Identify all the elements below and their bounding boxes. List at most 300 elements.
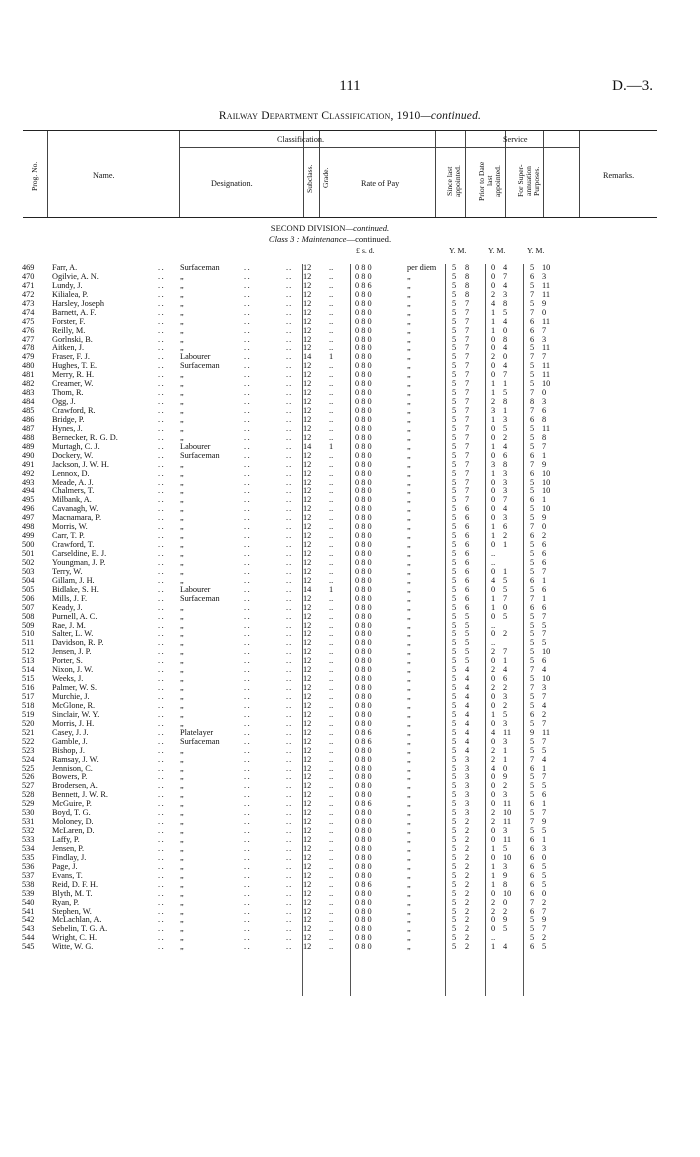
row-name: Wright, C. H.: [52, 933, 98, 943]
row-per-diem: „: [407, 799, 411, 809]
since-years: 5: [452, 271, 457, 281]
since-years: 5: [452, 477, 457, 487]
row-designation: „: [180, 629, 184, 639]
prior-months: 5: [503, 388, 508, 398]
row-name: Ramsay, J. W.: [52, 754, 99, 764]
row-grade: 1: [329, 441, 334, 451]
header-designation: Designation.: [211, 179, 253, 188]
row-subclass: 12: [303, 316, 312, 326]
row-subclass: 12: [303, 549, 312, 558]
leader-dots: ..: [286, 388, 293, 398]
row-grade: ..: [329, 566, 334, 576]
super-months: 0: [542, 307, 547, 317]
row-name: Murchie, J.: [52, 692, 90, 701]
prior-years: 4: [491, 727, 496, 737]
row-pay: 0 8 0: [355, 531, 372, 541]
row-number: 490: [22, 450, 35, 460]
table-row: [0, 273, 700, 282]
prior-years: 0: [491, 826, 496, 836]
row-number: 472: [22, 289, 35, 299]
since-years: 5: [452, 557, 457, 567]
prior-years: 2: [491, 906, 496, 916]
leader-dots: ..: [286, 888, 293, 898]
row-name: Crawford, R.: [52, 406, 96, 415]
leader-dots: ..: [286, 522, 293, 532]
prior-months: 0: [503, 602, 508, 612]
row-grade: ..: [329, 772, 334, 782]
prior-years: 0: [491, 781, 496, 791]
since-months: 5: [465, 638, 470, 648]
row-subclass: 12: [303, 808, 312, 818]
row-designation: Surfaceman: [180, 593, 220, 603]
prior-months: 4: [503, 441, 508, 451]
leader-dots: ..: [244, 674, 252, 684]
super-years: 7: [530, 665, 535, 675]
row-per-diem: „: [407, 459, 411, 469]
row-number: 501: [22, 549, 35, 558]
prior-years: 2: [491, 817, 496, 827]
table-row: [0, 622, 700, 631]
leader-dots: ..: [158, 709, 166, 719]
prior-years: 1: [491, 942, 496, 952]
row-pay: 0 8 0: [355, 441, 372, 451]
super-months: 1: [542, 450, 547, 460]
row-per-diem: „: [407, 352, 411, 362]
row-pay: 0 8 0: [355, 361, 372, 371]
row-pay: 0 8 0: [355, 522, 372, 532]
prior-years: 0: [491, 280, 496, 290]
row-per-diem: „: [407, 531, 411, 541]
row-number: 483: [22, 388, 35, 398]
row-pay: 0 8 0: [355, 870, 372, 880]
super-years: 6: [530, 799, 535, 809]
row-name: Cavanagh, W.: [52, 504, 99, 514]
prior-months: 3: [503, 414, 508, 424]
row-per-diem: „: [407, 808, 411, 818]
row-number: 533: [22, 835, 35, 844]
row-pay: 0 8 0: [355, 477, 372, 487]
super-months: 8: [542, 432, 547, 442]
leader-dots: ..: [286, 629, 293, 639]
table-row: [0, 818, 700, 827]
prior-months: 2: [503, 700, 508, 710]
row-number: 482: [22, 379, 35, 389]
since-months: 7: [465, 379, 470, 389]
leader-dots: ..: [244, 495, 252, 505]
row-number: 469: [22, 263, 35, 272]
leader-dots: ..: [158, 468, 166, 478]
super-years: 6: [530, 906, 535, 916]
leader-dots: ..: [244, 888, 252, 898]
row-pay: 0 8 0: [355, 602, 372, 612]
row-grade: ..: [329, 933, 334, 943]
prior-years: 1: [491, 325, 496, 335]
row-number: 529: [22, 799, 35, 809]
row-name: Gillam, J. H.: [52, 575, 95, 585]
row-designation: „: [180, 370, 184, 380]
prior-months: 3: [503, 736, 508, 746]
row-pay: 0 8 0: [355, 656, 372, 666]
row-name: Brodersen, A.: [52, 781, 98, 791]
prior-years: ..: [491, 638, 496, 648]
leader-dots: ..: [286, 423, 293, 433]
row-per-diem: „: [407, 325, 411, 335]
prior-years: 1: [491, 522, 496, 532]
row-designation: „: [180, 620, 184, 630]
prior-years: 0: [491, 799, 496, 809]
row-designation: Labourer: [180, 352, 211, 362]
row-name: Bridge, P.: [52, 414, 85, 424]
row-pay: 0 8 0: [355, 504, 372, 514]
row-number: 542: [22, 915, 35, 925]
row-grade: ..: [329, 843, 334, 853]
since-years: 5: [452, 370, 457, 380]
since-months: 2: [465, 915, 470, 925]
super-months: 1: [542, 575, 547, 585]
super-months: 7: [542, 611, 547, 621]
row-designation: „: [180, 495, 184, 505]
row-designation: „: [180, 852, 184, 862]
prior-years: 1: [491, 379, 496, 389]
row-grade: ..: [329, 316, 334, 326]
leader-dots: ..: [286, 638, 293, 648]
since-years: 5: [452, 700, 457, 710]
row-subclass: 12: [303, 647, 312, 657]
row-designation: „: [180, 432, 184, 442]
since-years: 5: [452, 575, 457, 585]
leader-dots: ..: [286, 700, 293, 710]
row-per-diem: „: [407, 835, 411, 844]
leader-dots: ..: [244, 361, 252, 371]
super-years: 6: [530, 870, 535, 880]
row-subclass: 12: [303, 468, 312, 478]
super-years: 5: [530, 486, 535, 496]
row-grade: ..: [329, 745, 334, 755]
row-designation: „: [180, 843, 184, 853]
table-row: [0, 684, 700, 693]
super-years: 5: [530, 343, 535, 353]
super-years: 5: [530, 477, 535, 487]
super-years: 7: [530, 683, 535, 693]
since-months: 6: [465, 566, 470, 576]
row-per-diem: „: [407, 647, 411, 657]
table-header: [23, 130, 657, 218]
leader-dots: ..: [286, 870, 293, 880]
super-years: 5: [530, 692, 535, 701]
document-code: D.—3.: [612, 78, 653, 94]
super-years: 6: [530, 709, 535, 719]
row-grade: ..: [329, 897, 334, 907]
prior-years: 0: [491, 423, 496, 433]
row-designation: „: [180, 638, 184, 648]
row-per-diem: „: [407, 549, 411, 558]
since-months: 5: [465, 611, 470, 621]
super-years: 5: [530, 611, 535, 621]
row-per-diem: „: [407, 915, 411, 925]
table-row: [0, 309, 700, 318]
super-years: 5: [530, 504, 535, 514]
prior-years: ..: [491, 557, 496, 567]
row-name: Moloney, D.: [52, 817, 94, 827]
leader-dots: ..: [286, 486, 293, 496]
since-years: 5: [452, 414, 457, 424]
row-pay: 0 8 0: [355, 781, 372, 791]
row-per-diem: „: [407, 307, 411, 317]
row-grade: ..: [329, 531, 334, 541]
leader-dots: ..: [286, 459, 293, 469]
since-months: 7: [465, 423, 470, 433]
since-months: 3: [465, 799, 470, 809]
prior-months: 3: [503, 718, 508, 728]
row-designation: „: [180, 924, 184, 934]
since-years: 5: [452, 745, 457, 755]
row-designation: „: [180, 289, 184, 299]
leader-dots: ..: [244, 879, 252, 889]
row-designation: Surfaceman: [180, 736, 220, 746]
row-designation: „: [180, 414, 184, 424]
super-months: 3: [542, 271, 547, 281]
row-grade: ..: [329, 495, 334, 505]
header-name: Name.: [93, 171, 115, 180]
prior-years: 1: [491, 388, 496, 398]
leader-dots: ..: [244, 307, 252, 317]
row-name: Witte, W. G.: [52, 942, 94, 952]
row-number: 506: [22, 593, 35, 603]
since-years: 5: [452, 602, 457, 612]
row-name: Davidson, R. P.: [52, 638, 104, 648]
row-number: 516: [22, 683, 35, 693]
prior-years: 0: [491, 450, 496, 460]
leader-dots: ..: [244, 325, 252, 335]
prior-months: 2: [503, 432, 508, 442]
super-years: 5: [530, 700, 535, 710]
row-pay: 0 8 0: [355, 325, 372, 335]
row-designation: „: [180, 870, 184, 880]
table-row: [0, 604, 700, 613]
super-months: 11: [542, 370, 550, 380]
super-months: 7: [542, 325, 547, 335]
row-designation: Labourer: [180, 441, 211, 451]
prior-months: 8: [503, 334, 508, 344]
leader-dots: ..: [286, 924, 293, 934]
prior-years: 0: [491, 888, 496, 898]
row-pay: 0 8 6: [355, 280, 372, 290]
since-years: 5: [452, 406, 457, 415]
super-years: 5: [530, 441, 535, 451]
prior-years: 0: [491, 772, 496, 782]
table-row: [0, 899, 700, 908]
row-grade: ..: [329, 861, 334, 871]
leader-dots: ..: [286, 513, 293, 523]
prior-months: 4: [503, 361, 508, 371]
prior-months: 11: [503, 799, 511, 809]
leader-dots: ..: [158, 531, 166, 541]
leader-dots: ..: [244, 477, 252, 487]
prior-years: 0: [491, 263, 496, 272]
leader-dots: ..: [158, 289, 166, 299]
row-designation: „: [180, 549, 184, 558]
table-row: [0, 496, 700, 505]
row-pay: 0 8 0: [355, 495, 372, 505]
table-row: [0, 282, 700, 291]
leader-dots: ..: [158, 611, 166, 621]
row-designation: Platelayer: [180, 727, 214, 737]
since-years: 5: [452, 432, 457, 442]
row-name: Creamer, W.: [52, 379, 94, 389]
row-subclass: 12: [303, 683, 312, 693]
prior-years: 2: [491, 665, 496, 675]
leader-dots: ..: [244, 352, 252, 362]
row-name: Dockery, W.: [52, 450, 94, 460]
since-months: 2: [465, 942, 470, 952]
leader-dots: ..: [286, 852, 293, 862]
table-row: [0, 291, 700, 300]
row-pay: 0 8 0: [355, 540, 372, 550]
since-years: 5: [452, 638, 457, 648]
row-subclass: 12: [303, 602, 312, 612]
super-years: 5: [530, 370, 535, 380]
prior-months: 10: [503, 808, 512, 818]
row-subclass: 12: [303, 870, 312, 880]
section-heading: [180, 223, 480, 245]
super-months: 3: [542, 397, 547, 407]
row-grade: ..: [329, 423, 334, 433]
prior-months: 11: [503, 817, 511, 827]
since-months: 3: [465, 790, 470, 800]
row-designation: „: [180, 388, 184, 398]
prior-months: 9: [503, 915, 508, 925]
row-designation: „: [180, 406, 184, 415]
super-years: 7: [530, 289, 535, 299]
header-for-super: For Super- annuation Purposes.: [516, 164, 541, 198]
super-months: 5: [542, 942, 547, 952]
super-years: 5: [530, 674, 535, 684]
since-years: 5: [452, 549, 457, 558]
leader-dots: ..: [286, 879, 293, 889]
row-grade: ..: [329, 665, 334, 675]
super-months: 6: [542, 557, 547, 567]
row-subclass: 12: [303, 915, 312, 925]
row-grade: ..: [329, 629, 334, 639]
table-row: [0, 327, 700, 336]
row-per-diem: „: [407, 566, 411, 576]
row-designation: „: [180, 298, 184, 308]
leader-dots: ..: [286, 665, 293, 675]
header-remarks: Remarks.: [603, 171, 635, 180]
row-designation: „: [180, 379, 184, 389]
prior-months: 3: [503, 486, 508, 496]
row-pay: 0 8 6: [355, 736, 372, 746]
table-row: [0, 613, 700, 622]
row-number: 494: [22, 486, 35, 496]
row-number: 526: [22, 772, 35, 782]
super-months: 3: [542, 683, 547, 693]
row-per-diem: „: [407, 280, 411, 290]
leader-dots: ..: [286, 647, 293, 657]
super-years: 7: [530, 388, 535, 398]
super-years: 5: [530, 557, 535, 567]
since-years: 5: [452, 263, 457, 272]
prior-years: 2: [491, 647, 496, 657]
prior-years: 1: [491, 414, 496, 424]
since-months: 7: [465, 388, 470, 398]
prior-years: 1: [491, 441, 496, 451]
row-name: Bernecker, R. G. D.: [52, 432, 118, 442]
row-grade: ..: [329, 459, 334, 469]
table-row: [0, 800, 700, 809]
row-subclass: 12: [303, 718, 312, 728]
row-name: Boyd, T. G.: [52, 808, 91, 818]
super-months: 7: [542, 906, 547, 916]
row-name: Ryan, P.: [52, 897, 80, 907]
since-months: 2: [465, 843, 470, 853]
since-months: 7: [465, 495, 470, 505]
row-name: Thom, R.: [52, 388, 84, 398]
row-subclass: 12: [303, 772, 312, 782]
prior-months: 4: [503, 280, 508, 290]
leader-dots: ..: [244, 513, 252, 523]
row-designation: „: [180, 933, 184, 943]
row-number: 535: [22, 852, 35, 862]
leader-dots: ..: [286, 289, 293, 299]
leader-dots: ..: [286, 817, 293, 827]
leader-dots: ..: [244, 718, 252, 728]
since-months: 7: [465, 414, 470, 424]
title-prefix: Railway Department Classification,: [218, 110, 394, 122]
leader-dots: ..: [244, 531, 252, 541]
row-subclass: 12: [303, 861, 312, 871]
row-designation: „: [180, 647, 184, 657]
row-grade: ..: [329, 700, 334, 710]
super-years: 5: [530, 629, 535, 639]
leader-dots: ..: [158, 414, 166, 424]
super-years: 5: [530, 718, 535, 728]
leader-dots: ..: [244, 593, 252, 603]
since-years: 5: [452, 692, 457, 701]
row-grade: ..: [329, 835, 334, 844]
row-name: Crawford, T.: [52, 540, 95, 550]
row-subclass: 12: [303, 692, 312, 701]
row-grade: ..: [329, 781, 334, 791]
row-number: 471: [22, 280, 35, 290]
prior-years: 0: [491, 700, 496, 710]
since-months: 4: [465, 692, 470, 701]
since-months: 6: [465, 557, 470, 567]
table-row: [0, 881, 700, 890]
row-per-diem: „: [407, 450, 411, 460]
since-years: 5: [452, 423, 457, 433]
row-per-diem: „: [407, 584, 411, 594]
row-number: 519: [22, 709, 35, 719]
row-number: 480: [22, 361, 35, 371]
row-subclass: 12: [303, 477, 312, 487]
row-per-diem: „: [407, 388, 411, 398]
row-name: Nixon, J. W.: [52, 665, 94, 675]
leader-dots: ..: [286, 942, 293, 952]
row-subclass: 12: [303, 557, 312, 567]
prior-months: 2: [503, 906, 508, 916]
table-row: [0, 702, 700, 711]
row-pay: 0 8 0: [355, 933, 372, 943]
row-pay: 0 8 0: [355, 888, 372, 898]
super-months: 6: [542, 540, 547, 550]
since-months: 5: [465, 629, 470, 639]
leader-dots: ..: [158, 736, 166, 746]
row-name: Kilialea, P.: [52, 289, 89, 299]
leader-dots: ..: [158, 486, 166, 496]
row-pay: 0 8 0: [355, 307, 372, 317]
super-years: 5: [530, 513, 535, 523]
